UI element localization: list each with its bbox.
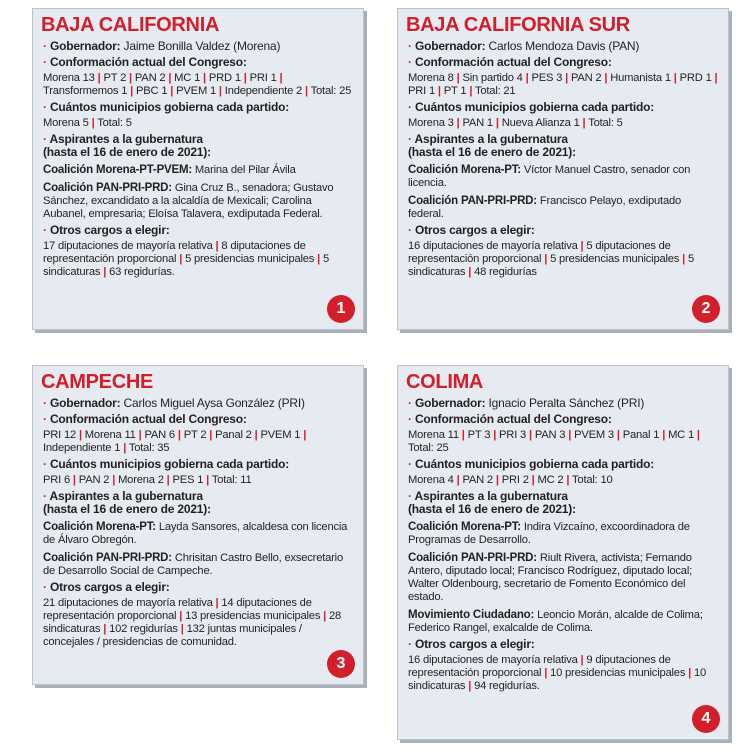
separator: | (495, 474, 499, 486)
bullet-icon: · (43, 457, 50, 471)
congress-party: PRI 12 (43, 429, 77, 441)
otro-cargo: 63 regidurías. (109, 266, 175, 278)
bullet-icon: · (43, 132, 50, 146)
coalition-name: Coalición Morena-PT: (408, 521, 521, 533)
governor-line (408, 397, 718, 410)
congress-party: Sin partido 4 (462, 72, 523, 84)
coalition-entry (408, 195, 718, 221)
aspirantes-heading-line2: (hasta el 16 de enero de 2021): (43, 502, 211, 516)
separator: | (461, 429, 465, 441)
congress-party: Total: 25 (310, 85, 352, 97)
municipio-party: PAN 2 (462, 474, 493, 486)
municipios-heading-text: Cuántos municipios gobierna cada partido: (49, 100, 290, 114)
congress-party: PRI 3 (499, 429, 527, 441)
congress-party: Total: 21 (474, 85, 516, 97)
bullet-icon: · (408, 223, 415, 237)
state-title: BAJA CALIFORNIA SUR (406, 14, 630, 36)
bullet-icon: · (43, 223, 50, 237)
congress-party: Independiente 2 (224, 85, 303, 97)
aspirantes-heading-line1: Aspirantes a la gubernatura (414, 489, 568, 503)
coalition-candidates: Gina Cruz B., senadora; Gustavo Sánchez, excandidato a la alcaldía de Mexicali; Carolina Aubanel, empresaria; Eloísa Talavera, exdiputada Federal. (43, 182, 334, 220)
separator: | (566, 474, 570, 486)
otros-heading-text: Otros cargos a elegir: (414, 637, 535, 651)
separator: | (215, 240, 219, 252)
otro-cargo: 10 presidencias municipales (550, 667, 686, 679)
separator: | (673, 72, 677, 84)
coalition-candidates: Francisco Pelayo, exdiputado federal. (408, 195, 682, 220)
separator: | (604, 72, 608, 84)
card-number-badge: 1 (327, 295, 355, 323)
municipio-party: Total: 5 (97, 117, 132, 129)
card-baja-california-sur (397, 8, 729, 330)
separator: | (456, 474, 460, 486)
congress-heading-text: Conformación actual del Congreso: (49, 412, 247, 426)
governor-name: Carlos Miguel Aysa González (PRI) (123, 396, 305, 410)
aspirantes-heading (408, 490, 718, 516)
otros-heading (43, 224, 353, 237)
congress-party: PT 3 (467, 429, 491, 441)
municipio-party: MC 2 (537, 474, 564, 486)
governor-label: Gobernador: (414, 396, 486, 410)
congress-party: Morena 8 (408, 72, 454, 84)
separator: | (580, 240, 584, 252)
separator: | (525, 72, 529, 84)
separator: | (206, 474, 210, 486)
aspirantes-heading (43, 133, 353, 159)
coalition-entry (43, 164, 353, 177)
otro-cargo: 8 diputaciones de representación proporcional (43, 240, 306, 265)
coalition-candidates: Marina del Pilar Ávila (194, 164, 296, 176)
congress-heading (408, 413, 718, 426)
aspirantes-heading (43, 490, 353, 516)
governor-name: Jaime Bonilla Valdez (Morena) (123, 39, 281, 53)
municipio-party: PAN 2 (78, 474, 110, 486)
separator: | (243, 72, 247, 84)
bullet-icon: · (408, 55, 415, 69)
card-number-badge: 3 (327, 650, 355, 678)
otro-cargo: 21 diputaciones de mayoría relativa (43, 597, 213, 609)
governor-line (43, 40, 353, 53)
congress-party: Morena 11 (408, 429, 459, 441)
municipio-party: Total: 5 (588, 117, 623, 129)
separator: | (103, 623, 107, 635)
otros-heading-text: Otros cargos a elegir: (49, 580, 170, 594)
coalition-name: Coalición PAN-PRI-PRD: (408, 552, 537, 564)
separator: | (456, 72, 460, 84)
separator: | (179, 610, 183, 622)
municipio-party: Nueva Alianza 1 (501, 117, 580, 129)
separator: | (279, 72, 283, 84)
municipio-party: Morena 4 (408, 474, 454, 486)
separator: | (179, 253, 183, 265)
bullet-icon: · (43, 100, 50, 114)
bullet-icon: · (408, 412, 415, 426)
coalition-name: Coalición PAN-PRI-PRD: (43, 182, 172, 194)
otro-cargo: 10 sindicaturas (408, 667, 707, 692)
separator: | (565, 72, 569, 84)
bullet-icon: · (408, 100, 415, 114)
separator: | (303, 429, 307, 441)
congress-party: PT 1 (443, 85, 467, 97)
separator: | (531, 474, 535, 486)
otros-heading (43, 581, 353, 594)
governor-name: Carlos Mendoza Davis (PAN) (488, 39, 640, 53)
card-baja-california (32, 8, 364, 330)
separator: | (129, 72, 132, 84)
bullet-icon: · (43, 489, 50, 503)
otros-list (408, 240, 718, 279)
otros-list (408, 654, 718, 693)
otro-cargo: 48 regidurías (474, 266, 537, 278)
otro-cargo: 94 regidurías. (474, 680, 540, 692)
congress-party: Transformemos 1 (43, 85, 128, 97)
otro-cargo: 5 sindicaturas (408, 253, 695, 278)
separator: | (170, 85, 174, 97)
separator: | (168, 72, 172, 84)
municipios-heading (408, 101, 718, 114)
congress-party: Humanista 1 (610, 72, 671, 84)
congress-party: PVEM 1 (260, 429, 301, 441)
separator: | (688, 667, 692, 679)
separator: | (544, 253, 548, 265)
aspirantes-heading-line1: Aspirantes a la gubernatura (414, 132, 568, 146)
municipio-party: PRI 6 (43, 474, 70, 486)
congress-composition (43, 429, 353, 455)
separator: | (112, 474, 116, 486)
separator: | (138, 429, 142, 441)
separator: | (254, 429, 258, 441)
separator: | (180, 623, 184, 635)
card-campeche (32, 365, 364, 685)
municipio-party: PRI 2 (501, 474, 529, 486)
otros-heading-text: Otros cargos a elegir: (49, 223, 170, 237)
municipios-heading-text: Cuántos municipios gobierna cada partido: (414, 100, 655, 114)
separator: | (682, 253, 686, 265)
otro-cargo: 17 diputaciones de mayoría relativa (43, 240, 213, 252)
municipios-heading-text: Cuántos municipios gobierna cada partido: (49, 457, 290, 471)
state-title: BAJA CALIFORNIA (41, 14, 220, 36)
otro-cargo: 5 presidencias municipales (185, 253, 315, 265)
municipios-list (408, 474, 718, 487)
municipio-party: Morena 5 (43, 117, 89, 129)
congress-party: PAN 3 (534, 429, 566, 441)
municipio-party: Morena 3 (408, 117, 454, 129)
congress-party: PAN 2 (570, 72, 602, 84)
municipios-list (43, 117, 353, 130)
congress-heading (43, 56, 353, 69)
state-title: COLIMA (406, 371, 484, 393)
bullet-icon: · (408, 637, 415, 651)
separator: | (304, 85, 308, 97)
coalition-entry (408, 521, 718, 547)
separator: | (72, 474, 76, 486)
separator: | (209, 429, 213, 441)
card-number-badge: 4 (692, 705, 720, 733)
coalition-entry (408, 552, 718, 604)
aspirantes-heading (408, 133, 718, 159)
state-title: CAMPECHE (41, 371, 154, 393)
otro-cargo: 16 diputaciones de mayoría relativa (408, 654, 578, 666)
congress-party: Total: 25 (408, 442, 449, 454)
municipio-party: Morena 2 (118, 474, 164, 486)
congress-heading-text: Conformación actual del Congreso: (49, 55, 247, 69)
otros-heading (408, 638, 718, 651)
congress-heading-text: Conformación actual del Congreso: (414, 55, 612, 69)
separator: | (177, 429, 181, 441)
governor-label: Gobernador: (414, 39, 486, 53)
coalition-name: Coalición Morena-PT-PVEM: (43, 164, 192, 176)
municipios-heading (408, 458, 718, 471)
coalition-entry (408, 164, 718, 190)
congress-party: Panal 2 (215, 429, 252, 441)
card-number-badge: 2 (692, 295, 720, 323)
separator: | (166, 474, 170, 486)
separator: | (437, 85, 441, 97)
separator: | (528, 429, 532, 441)
coalition-candidates: Leoncio Morán, alcalde de Colima; Federico Rangel, exalcalde de Colima. (408, 609, 703, 634)
coalition-candidates: Víctor Manuel Castro, senador con licencia. (408, 164, 691, 189)
aspirantes-heading-line1: Aspirantes a la gubernatura (49, 132, 203, 146)
aspirantes-heading-line2: (hasta el 16 de enero de 2021): (43, 145, 211, 159)
congress-party: PVEM 3 (574, 429, 614, 441)
congress-party: Morena 13 (43, 72, 95, 84)
bullet-icon: · (43, 412, 50, 426)
separator: | (662, 429, 666, 441)
separator: | (317, 253, 321, 265)
coalition-name: Movimiento Ciudadano: (408, 609, 535, 621)
bullet-icon: · (408, 489, 415, 503)
separator: | (493, 429, 497, 441)
coalition-name: Coalición Morena-PT: (408, 164, 521, 176)
coalition-name: Coalición Morena-PT: (43, 521, 156, 533)
separator: | (215, 597, 219, 609)
congress-party: Total: 35 (128, 442, 170, 454)
otro-cargo: 5 diputaciones de representación proporcional (408, 240, 671, 265)
municipios-heading (43, 458, 353, 471)
bullet-icon: · (408, 396, 415, 410)
bullet-icon: · (43, 580, 50, 594)
congress-heading (408, 56, 718, 69)
congress-party: PVEM 1 (176, 85, 216, 97)
coalition-entry (43, 552, 353, 578)
coalition-candidates: Riult Rivera, activista; Fernando Antero, diputado local; Francisco Rodríguez, diputado local; Walter Oldenbourg, secretario de Fomento Económico del estado. (408, 552, 693, 603)
card-colima (397, 365, 729, 740)
municipios-list (43, 474, 353, 487)
congress-heading (43, 413, 353, 426)
congress-party: PAN 6 (144, 429, 175, 441)
coalition-candidates: Chrisitan Castro Bello, exsecretario de Desarrollo Social de Campeche. (43, 552, 343, 577)
congress-party: PRD 1 (208, 72, 241, 84)
congress-composition (408, 72, 718, 98)
congress-party: PBC 1 (136, 85, 168, 97)
aspirantes-heading-line2: (hasta el 16 de enero de 2021): (408, 502, 576, 516)
municipios-list (408, 117, 718, 130)
congress-party: PRI 1 (249, 72, 277, 84)
coalition-name: Coalición PAN-PRI-PRD: (408, 195, 537, 207)
municipio-party: Total: 10 (572, 474, 613, 486)
separator: | (696, 429, 700, 441)
separator: | (130, 85, 134, 97)
congress-composition (43, 72, 353, 98)
coalition-entry (408, 609, 718, 635)
bullet-icon: · (43, 55, 50, 69)
separator: | (103, 266, 107, 278)
otro-cargo: 16 diputaciones de mayoría relativa (408, 240, 578, 252)
coalition-entry (43, 521, 353, 547)
governor-line (43, 397, 353, 410)
congress-heading-text: Conformación actual del Congreso: (414, 412, 612, 426)
congress-party: PRI 1 (408, 85, 435, 97)
separator: | (123, 442, 127, 454)
otros-heading (408, 224, 718, 237)
separator: | (218, 85, 222, 97)
otro-cargo: 5 presidencias municipales (550, 253, 680, 265)
aspirantes-heading-line1: Aspirantes a la gubernatura (49, 489, 203, 503)
congress-composition (408, 429, 718, 455)
otros-list (43, 597, 353, 649)
separator: | (91, 117, 95, 129)
otro-cargo: 9 diputaciones de representación proporcional (408, 654, 671, 679)
bullet-icon: · (408, 39, 415, 53)
separator: | (580, 654, 584, 666)
coalition-name: Coalición PAN-PRI-PRD: (43, 552, 172, 564)
governor-label: Gobernador: (49, 39, 121, 53)
otro-cargo: 132 juntas municipales / concejales / presidencias de comunidad. (43, 623, 302, 648)
bullet-icon: · (43, 396, 50, 410)
separator: | (97, 72, 101, 84)
governor-label: Gobernador: (49, 396, 121, 410)
separator: | (495, 117, 499, 129)
congress-party: Independiente 1 (43, 442, 121, 454)
coalition-candidates: Layda Sansores, alcaldesa con licencia de Álvaro Obregón. (43, 521, 348, 546)
otros-list (43, 240, 353, 279)
congress-party: PES 3 (531, 72, 563, 84)
otro-cargo: 5 sindicaturas (43, 253, 330, 278)
governor-line (408, 40, 718, 53)
governor-name: Ignacio Peralta Sánchez (PRI) (488, 396, 645, 410)
municipios-heading-text: Cuántos municipios gobierna cada partido: (414, 457, 655, 471)
congress-party: Panal 1 (622, 429, 660, 441)
aspirantes-heading-line2: (hasta el 16 de enero de 2021): (408, 145, 576, 159)
bullet-icon: · (408, 457, 415, 471)
separator: | (568, 429, 572, 441)
separator: | (544, 667, 548, 679)
otros-heading-text: Otros cargos a elegir: (414, 223, 535, 237)
otro-cargo: 13 presidencias municipales (185, 610, 321, 622)
congress-party: Morena 11 (84, 429, 136, 441)
separator: | (468, 266, 472, 278)
separator: | (714, 72, 718, 84)
separator: | (323, 610, 327, 622)
otro-cargo: 102 regidurías (109, 623, 178, 635)
separator: | (78, 429, 82, 441)
separator: | (582, 117, 586, 129)
separator: | (468, 680, 472, 692)
congress-party: MC 1 (668, 429, 694, 441)
congress-party: PT 2 (183, 429, 207, 441)
congress-party: MC 1 (174, 72, 201, 84)
otro-cargo: 28 sindicaturas (43, 610, 342, 635)
coalition-candidates: Indira Vizcaíno, excoordinadora de Programas de Desarrollo. (408, 521, 690, 546)
separator: | (469, 85, 473, 97)
separator: | (203, 72, 206, 84)
otro-cargo: 14 diputaciones de representación proporcional (43, 597, 312, 622)
municipio-party: PES 1 (172, 474, 204, 486)
municipio-party: Total: 11 (211, 474, 252, 486)
bullet-icon: · (408, 132, 415, 146)
bullet-icon: · (43, 39, 50, 53)
separator: | (456, 117, 460, 129)
separator: | (616, 429, 620, 441)
congress-party: PRD 1 (679, 72, 712, 84)
congress-party: PT 2 (103, 72, 127, 84)
congress-party: PAN 2 (134, 72, 166, 84)
municipios-heading (43, 101, 353, 114)
coalition-entry (43, 182, 353, 221)
municipio-party: PAN 1 (462, 117, 493, 129)
